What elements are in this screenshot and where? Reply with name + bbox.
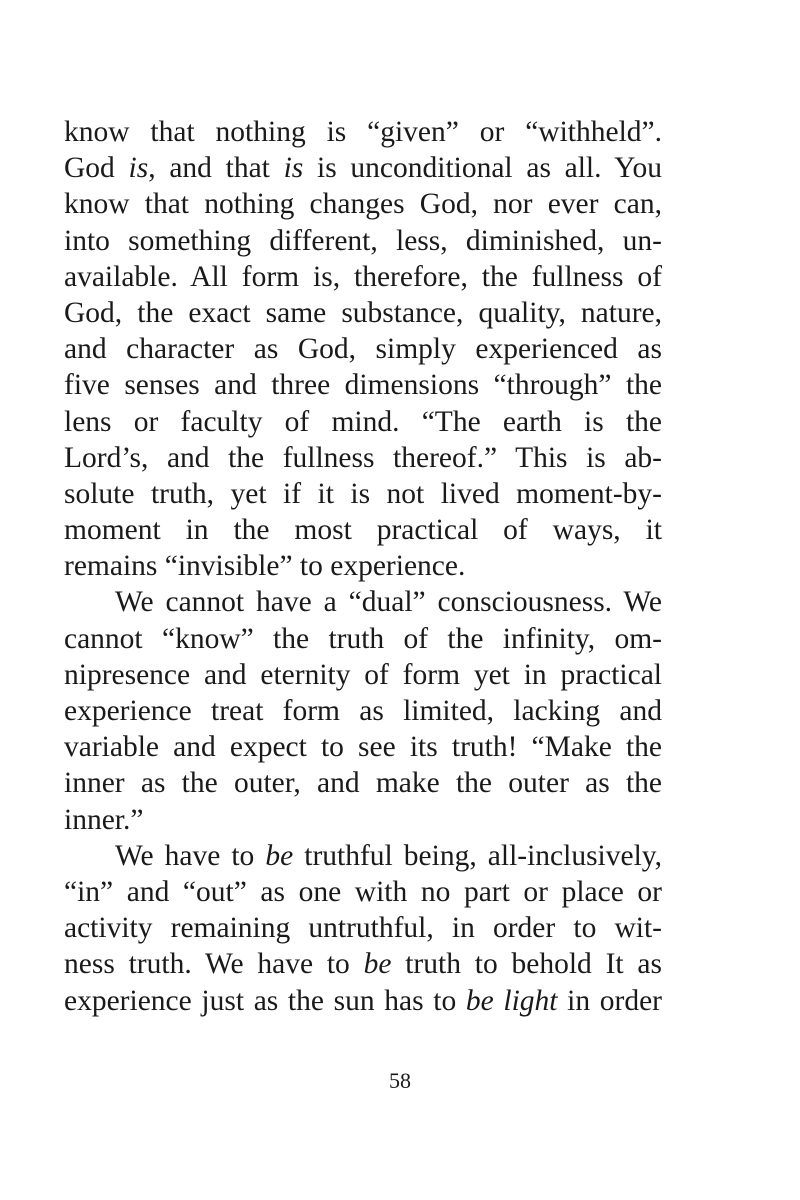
text-line [64,114,662,150]
page-number: 58 [389,1068,411,1093]
text-segment: We have to [115,839,266,872]
text-segment: God [64,152,129,185]
body-text [64,114,662,1019]
text-line [64,910,662,946]
text-segment: , and that [148,152,284,185]
text-segment: know that nothing changes God, nor ever can, [64,188,662,221]
text-segment: activity remaining untruthful, in order to wit- [64,912,662,945]
text-segment: solute truth, yet if it is not lived moment-by- [64,477,662,510]
italic-text: is [283,152,304,185]
text-segment: experience treat form as limited, lacking and [64,695,662,727]
text-segment: variable and expect to see its truth! “Make the [64,731,662,764]
text-line [64,404,662,440]
text-segment: five senses and three dimensions “through” the [64,369,662,402]
text-line [64,802,662,838]
paragraph-first-line [64,584,662,620]
text-line [64,150,662,186]
text-segment: and character as God, simply experienced as [64,333,662,366]
text-segment: available. All form is, therefore, the fullness of [64,260,662,293]
text-segment: is unconditional as all. You [303,152,662,185]
text-segment: in order [557,984,662,1017]
text-segment: ness truth. We have to [64,948,364,981]
text-line [64,331,662,367]
text-segment: know that nothing is “given” or “withheld”. [64,116,662,148]
text-line [64,765,662,801]
text-line [64,621,662,657]
italic-text: be [265,839,294,872]
text-segment: God, the exact same substance, quality, nature, [64,296,662,329]
text-segment: inner.” [64,803,144,836]
text-segment: lens or faculty of mind. “The earth is the [64,405,662,438]
text-line [64,693,662,729]
text-segment: We cannot have a “dual” consciousness. We [115,586,662,619]
text-segment: inner as the outer, and make the outer as the [64,767,662,800]
text-segment: nipresence and eternity of form yet in practical [64,658,662,691]
text-line [64,512,662,548]
text-line [64,657,662,693]
text-line [64,729,662,765]
text-line [64,874,662,910]
italic-text: be [363,948,392,981]
text-segment: cannot “know” the truth of the infinity, om- [64,622,662,655]
text-line [64,223,662,259]
text-segment: truth to behold It as [391,948,662,981]
italic-text: is [128,152,149,185]
text-segment: remains “invisible” to experience. [64,550,466,583]
text-line [64,367,662,403]
text-segment: truthful being, all-inclusively, [293,839,662,872]
text-segment: into something different, less, diminished, un- [64,224,662,257]
text-segment: Lord’s, and the fullness thereof.” This is ab- [64,441,662,474]
text-line [64,440,662,476]
paragraph-first-line [64,838,662,874]
text-line [64,476,662,512]
text-line [64,548,662,584]
text-line [64,946,662,982]
italic-text: be light [465,984,558,1017]
text-line [64,259,662,295]
text-line [64,295,662,331]
text-line [64,186,662,222]
text-segment: experience just as the sun has to [64,984,466,1017]
text-line [64,983,662,1019]
text-segment: moment in the most practical of ways, it [64,514,662,547]
text-segment: “in” and “out” as one with no part or place or [64,875,662,908]
